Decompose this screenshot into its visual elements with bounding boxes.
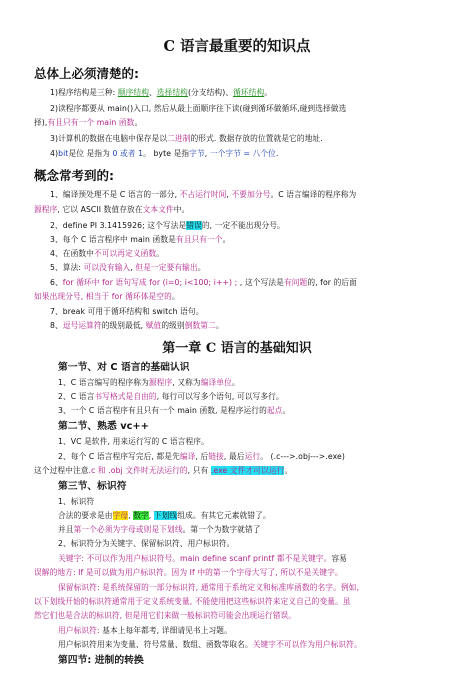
concept-line-6b: 如果出现分号, 相当于 for 循环体是空的。 [34, 292, 180, 301]
section-3-line-6c: 然它们也是合法的标识符, 但是用它们来做一般标识符可能会出现运行错误。 [34, 611, 297, 620]
section-3-line-7: 用户标识符: 基本上每年都考, 详细请见书上习题。 [58, 626, 232, 635]
concept-line-2: 2、define PI 3.1415926; 这个写法是错误的, 一定不能出现分号。 [50, 221, 285, 230]
section-1-heading: 第一节、对 C 语言的基础认识 [58, 362, 190, 373]
section-3-line-6b: 以下划线开始的标识符通常用于定义系统变量, 不能使用把这些标识符来定义自己的变量。虽 [34, 597, 351, 606]
section-3-line-1: 1、标识符 [58, 497, 95, 506]
concept-line-8: 8、逗号运算符的级别最低, 赋值的级别倒数第二。 [50, 321, 224, 330]
concept-line-3: 3、每个 C 语言程序中 main 函数是有且只有一个。 [50, 235, 231, 244]
section-2-line-2b: 这个过程中注意.c 和 .obj 文件时无法运行的, 只有 .exe 文件才可以运行。 [34, 466, 293, 475]
concept-line-6a: 6、for 循环中 for 语句写成 for (i=0; i<100; i++) ; , 这个写法是有问题的, for 的后面 [50, 278, 357, 287]
concept-line-1b: 源程序, 它以 ASCII 数值存放在文本文件中。 [34, 205, 190, 214]
section-1-line-2: 2、C 语言书写格式是自由的, 每行可以写多个语句, 可以写多行。 [58, 392, 284, 401]
section-4-heading: 第四节: 进制的转换 [58, 655, 144, 666]
concepts-heading: 概念常考到的: [34, 168, 114, 183]
section-2-line-2a: 2、每个 C 语言程序写完后, 都是先编译, 后链接, 最后运行。 (.c--->.obj--->.exe) [58, 452, 345, 461]
summary-line-4: 4)bit是位 是指为 0 或者 1。 byte 是指字节, 一个字节 = 八个位. [50, 149, 279, 158]
concept-line-5: 5、算法: 可以没有输入, 但是一定要有输出。 [50, 263, 206, 272]
section-3-line-4: 2、标识符分为关键字、保留标识符、用户标识符。 [58, 539, 235, 548]
section-1-line-3: 3、一个 C 语言程序有且只有一个 main 函数, 是程序运行的起点。 [58, 406, 291, 415]
section-3-line-3: 并且第一个必须为字母或则是下划线。第一个为数字就错了 [58, 525, 261, 534]
summary-line-3: 3)计算机的数据在电脑中保存是以二进制的形式. 数据存放的位置就是它的地址. [50, 134, 323, 143]
concept-line-7: 7、break 可用于循环结构和 switch 语句。 [50, 307, 204, 316]
chapter-title: 第一章 C 语言的基础知识 [162, 341, 312, 356]
section-2-heading: 第二节、熟悉 vc++ [58, 421, 149, 432]
section-3-line-6a: 保留标识符: 是系统保留的一部分标识符, 通常用于系统定义和标准库函数的名字。例如, [58, 583, 360, 592]
section-2-line-1: 1、VC 是软件, 用来运行写的 C 语言程序。 [58, 437, 209, 446]
summary-line-2a: 2)读程序都要从 main()入口, 然后从最上面顺序往下读(碰到循环做循环,碰到选择做选 [50, 104, 347, 113]
section-3-heading: 第三节、标识符 [58, 481, 127, 492]
section-3-line-5b: 误解的地方: If 是可以做为用户标识符。因为 If 中的第一个字母大写了, 所以不是关键字。 [34, 568, 343, 577]
section-1-line-1: 1、C 语言编写的程序称为源程序, 又称为编译单位。 [58, 378, 240, 387]
page-title: C 语言最重要的知识点 [163, 38, 311, 55]
section-3-line-2: 合法的要求是由字母, 数字, 下划线组成。有其它元素就错了。 [58, 511, 271, 520]
summary-line-1: 1)程序结构是三种: 顺序结构、选择结构(分支结构)、循环结构。 [50, 88, 273, 97]
section-3-line-8: 用户标识符用来为变量、符号常量、数组、函数等取名。关键字不可以作为用户标识符。 [58, 640, 362, 649]
concept-line-4: 4、在函数中不可以再定义函数。 [50, 249, 165, 258]
summary-heading: 总体上必须清楚的: [34, 66, 139, 81]
concept-line-1a: 1、编译预处理不是 C 语言的一部分, 不占运行时间, 不要加分号。C 语言编译的程序称为 [50, 190, 357, 199]
section-3-line-5a: 关键字: 不可以作为用户标识符号。main define scanf printf 都不是关键字。容易 [58, 554, 347, 563]
summary-line-2b: 择),有且只有一个 main 函数。 [34, 118, 143, 127]
